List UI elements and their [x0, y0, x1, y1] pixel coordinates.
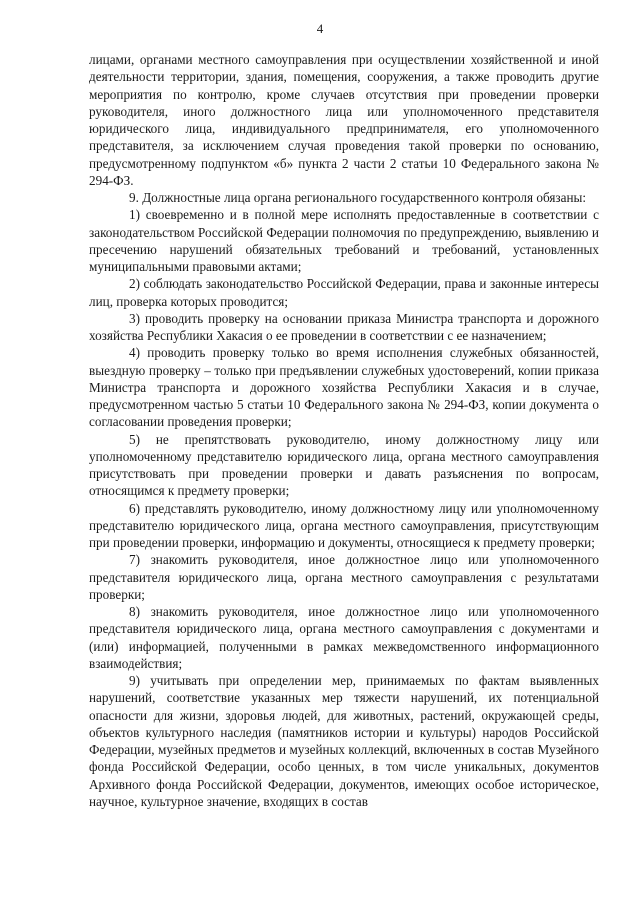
- paragraph-item-9: 9) учитывать при определении мер, принимаемых по фактам выявленных нарушений, соответствие указанных мер тяжести нарушений, их потенциальной опасности для жизни, здоровья людей, для животных, растений, окружающей среды, объектов культурного наследия (памятников истории и культуры) народов Российской Федерации, музейных предметов и музейных коллекций, включенных в состав Музейного фонда Российской Федерации, особо ценных, в том числе уникальных, документов Архивного фонда Российской Федерации, документов, имеющих особое историческое, научное, культурное значение, входящих в состав: [89, 673, 599, 809]
- paragraph-item-4: 4) проводить проверку только во время исполнения служебных обязанностей, выездную проверку – только при предъявлении служебных удостоверений, копии приказа Министра транспорта и дорожного хозяйства Республики Хакасия и в случае, предусмотренном частью 5 статьи 10 Федерального закона № 294-ФЗ, копии документа о согласовании проведения проверки;: [89, 345, 599, 430]
- paragraph-continuation: лицами, органами местного самоуправления при осуществлении хозяйственной и иной деятельности территории, здания, помещения, сооружения, а также проводить другие мероприятия по контролю, кроме случаев отсутствия при проведении проверки руководителя, иного должностного лица или уполномоченного представителя юридического лица, индивидуального предпринимателя, его уполномоченного представителя, за исключением случая проведения такой проверки по основанию, предусмотренному подпунктом «б» пункта 2 части 2 статьи 10 Федерального закона № 294-ФЗ.: [89, 52, 599, 188]
- paragraph-item-2: 2) соблюдать законодательство Российской Федерации, права и законные интересы лиц, проверка которых проводится;: [89, 276, 599, 309]
- body-text: [89, 51, 599, 810]
- paragraph-item-8: 8) знакомить руководителя, иное должностное лицо или уполномоченного представителя юридического лица, органа местного самоуправления с документами и (или) информацией, полученными в рамках межведомственного информационного взаимодействия;: [89, 604, 599, 671]
- paragraph-item-3: 3) проводить проверку на основании приказа Министра транспорта и дорожного хозяйства Республики Хакасия о ее проведении в соответствии с ее назначением;: [89, 310, 599, 343]
- paragraph-item-6: 6) представлять руководителю, иному должностному лицу или уполномоченному представителю юридического лица, органа местного самоуправления, присутствующим при проведении проверки, информацию и документы, относящиеся к предмету проверки;: [89, 500, 599, 550]
- page-number: 4: [316, 21, 324, 36]
- paragraph-item-7: 7) знакомить руководителя, иное должностное лицо или уполномоченного представителя юридического лица, органа местного самоуправления с результатами проверки;: [89, 552, 599, 602]
- paragraph-section-9: 9. Должностные лица органа регионального государственного контроля обязаны:: [129, 190, 587, 205]
- paragraph-item-1: 1) своевременно и в полной мере исполнять предоставленные в соответствии с законодательством Российской Федерации полномочия по предупреждению, выявлению и пресечению нарушений обязательных требований и требований, установленных муниципальными правовыми актами;: [89, 207, 599, 274]
- paragraph-item-5: 5) не препятствовать руководителю, иному должностному лицу или уполномоченному представителю юридического лица, органа местного самоуправления присутствовать при проведении проверки и давать разъяснения по вопросам, относящимся к предмету проверки;: [89, 431, 599, 499]
